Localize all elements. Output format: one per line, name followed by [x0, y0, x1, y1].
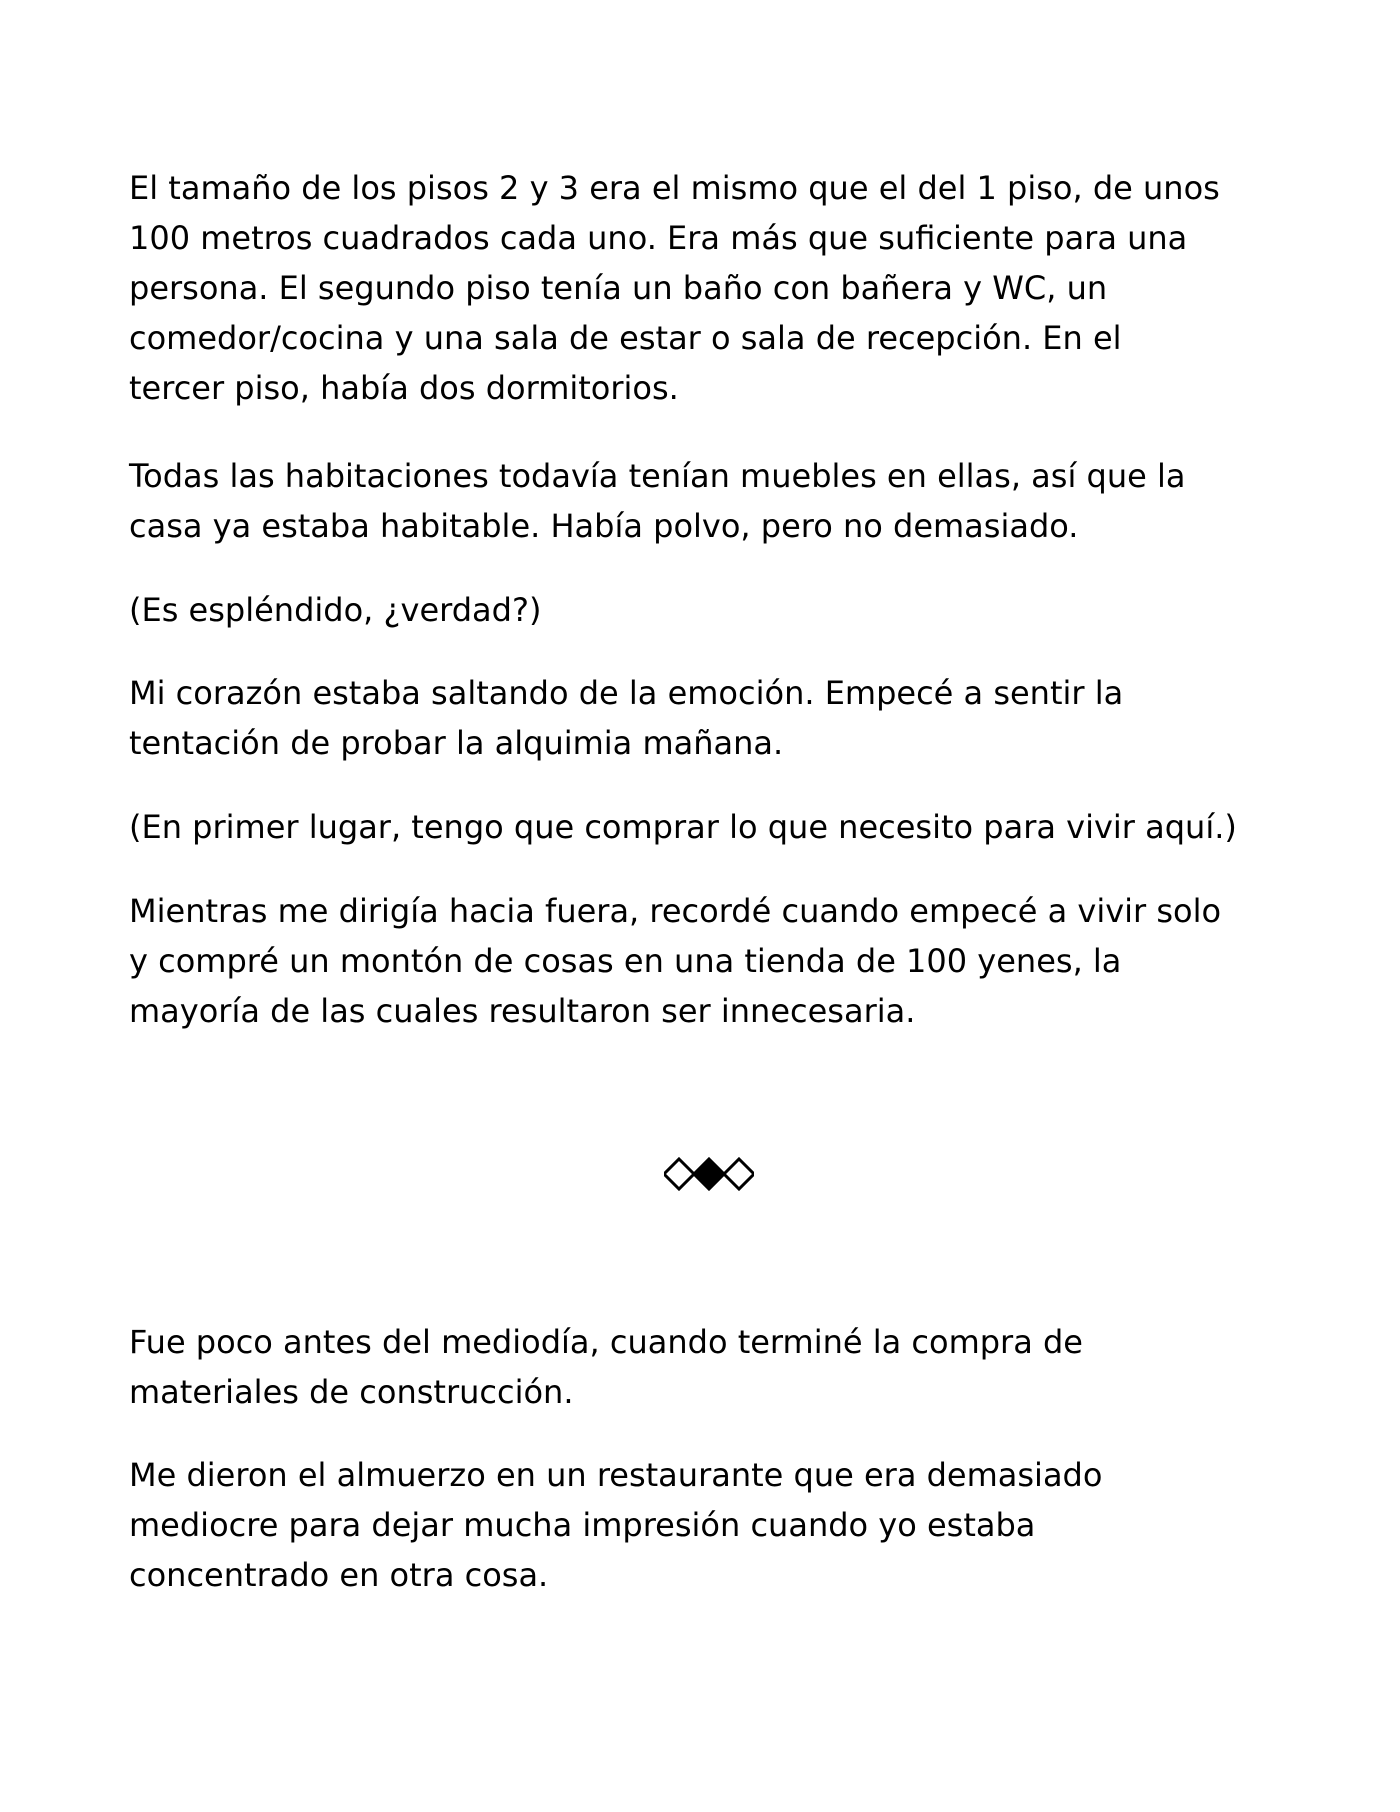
- paragraph-line: mayoría de las cuales resultaron ser innecesaria.: [129, 992, 916, 1030]
- paragraph-line: Todas las habitaciones todavía tenían muebles en ellas, así que la: [129, 457, 1186, 495]
- scene-break-diamonds-icon: [664, 1157, 754, 1191]
- paragraph-line: Mientras me dirigía hacia fuera, recordé cuando empecé a vivir solo: [129, 892, 1222, 930]
- paragraph-1: [129, 163, 1289, 413]
- paragraph-line: materiales de construcción.: [129, 1373, 574, 1411]
- paragraph-line: persona. El segundo piso tenía un baño con bañera y WC, un: [129, 269, 1108, 307]
- paragraph-line: 100 metros cuadrados cada uno. Era más que suficiente para una: [129, 219, 1188, 257]
- paragraph-line: (Es espléndido, ¿verdad?): [129, 591, 542, 629]
- paragraph-line: tercer piso, había dos dormitorios.: [129, 369, 679, 407]
- paragraph-line: y compré un montón de cosas en una tienda de 100 yenes, la: [129, 942, 1122, 980]
- paragraph-4: [129, 668, 1289, 768]
- paragraph-8: [129, 1450, 1289, 1600]
- paragraph-2: [129, 451, 1289, 551]
- paragraph-6: [129, 886, 1289, 1036]
- paragraph-7: [129, 1317, 1289, 1417]
- paragraph-line: El tamaño de los pisos 2 y 3 era el mismo que el del 1 piso, de unos: [129, 169, 1220, 207]
- paragraph-line: mediocre para dejar mucha impresión cuando yo estaba: [129, 1506, 1036, 1544]
- paragraph-line: Fue poco antes del mediodía, cuando terminé la compra de: [129, 1323, 1083, 1361]
- paragraph-line: comedor/cocina y una sala de estar o sala de recepción. En el: [129, 319, 1122, 357]
- paragraph-line: Me dieron el almuerzo en un restaurante que era demasiado: [129, 1456, 1103, 1494]
- paragraph-line: Mi corazón estaba saltando de la emoción. Empecé a sentir la: [129, 674, 1124, 712]
- paragraph-line: casa ya estaba habitable. Había polvo, pero no demasiado.: [129, 507, 1079, 545]
- paragraph-5: [129, 802, 1289, 852]
- paragraph-line: tentación de probar la alquimia mañana.: [129, 724, 784, 762]
- paragraph-line: concentrado en otra cosa.: [129, 1556, 549, 1594]
- paragraph-line: (En primer lugar, tengo que comprar lo que necesito para vivir aquí.): [129, 808, 1237, 846]
- paragraph-3: [129, 585, 1289, 635]
